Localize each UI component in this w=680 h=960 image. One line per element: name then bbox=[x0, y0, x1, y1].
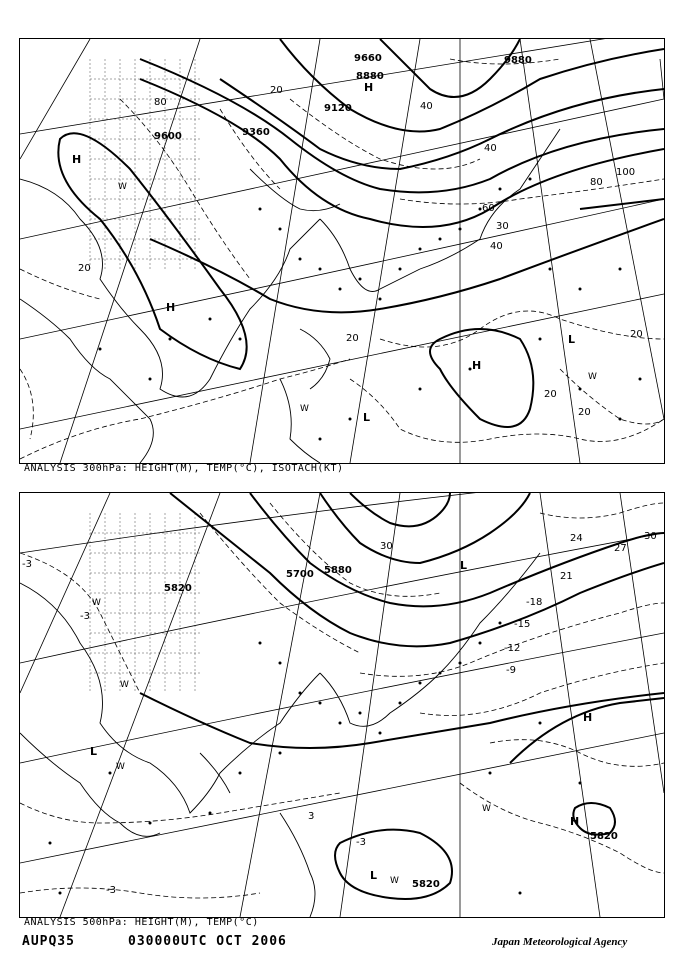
coastlines bbox=[20, 129, 560, 463]
height-labels bbox=[164, 565, 618, 890]
isotach-label: 80 bbox=[590, 177, 603, 188]
low-label: L bbox=[90, 745, 98, 758]
height-label: 5880 bbox=[324, 565, 352, 576]
low-label: L bbox=[370, 869, 378, 882]
temp-label: 24 bbox=[570, 533, 583, 544]
temp-label: 3 bbox=[308, 811, 315, 822]
warm-label: W bbox=[482, 804, 491, 814]
graticule bbox=[20, 493, 664, 917]
warm-labels bbox=[92, 598, 491, 886]
isotach-label: 100 bbox=[616, 167, 636, 178]
isotach-label: 40 bbox=[484, 143, 497, 154]
height-label: 5700 bbox=[286, 569, 314, 580]
analysis-500hpa-map bbox=[19, 492, 665, 918]
isotach-label: 40 bbox=[420, 101, 433, 112]
isotach-label: 30 bbox=[496, 221, 509, 232]
isotach-label: 20 bbox=[630, 329, 643, 340]
high-label: H bbox=[583, 711, 593, 724]
warm-label: W bbox=[116, 762, 125, 772]
station-markers bbox=[49, 622, 582, 895]
height-label: 5820 bbox=[590, 831, 618, 842]
temp-label: -3 bbox=[356, 837, 366, 848]
isotach-label: 20 bbox=[78, 263, 91, 274]
low-label: L bbox=[568, 333, 576, 346]
isotach-label: 20 bbox=[346, 333, 359, 344]
height-label: 9600 bbox=[154, 131, 182, 142]
top-chart-caption: ANALYSIS 300hPa: HEIGHT(M), TEMP(°C), ISOTACH(KT) bbox=[24, 463, 344, 474]
high-label: H bbox=[72, 153, 82, 166]
isotach-label: 40 bbox=[490, 241, 503, 252]
bottom-chart-caption: ANALYSIS 500hPa: HEIGHT(M), TEMP(°C) bbox=[24, 917, 259, 928]
temp-label: -3 bbox=[22, 559, 32, 570]
isotach-label: 20 bbox=[544, 389, 557, 400]
low-label: L bbox=[460, 559, 468, 572]
analysis-500hpa-svg bbox=[20, 493, 664, 917]
temp-label: 30 bbox=[380, 541, 393, 552]
warm-label: W bbox=[300, 404, 309, 414]
temp-label: 30 bbox=[644, 531, 657, 542]
analysis-300hpa-map bbox=[19, 38, 665, 464]
isotach-contours bbox=[20, 59, 664, 459]
warm-label: W bbox=[390, 876, 399, 886]
height-contours bbox=[140, 493, 664, 899]
isotach-label: 20 bbox=[578, 407, 591, 418]
height-label: 9660 bbox=[354, 53, 382, 64]
high-label: H bbox=[472, 359, 482, 372]
high-label: H bbox=[570, 815, 580, 828]
height-contours bbox=[58, 39, 664, 427]
isotach-label: 60 bbox=[482, 203, 495, 214]
height-label: 9880 bbox=[504, 55, 532, 66]
height-label: 5820 bbox=[412, 879, 440, 890]
analysis-300hpa-svg bbox=[20, 39, 664, 463]
warm-label: W bbox=[120, 680, 129, 690]
low-label: L bbox=[363, 411, 371, 424]
height-label: 9360 bbox=[242, 127, 270, 138]
analysis-time: 030000UTC OCT 2006 bbox=[128, 934, 287, 949]
warm-label: W bbox=[92, 598, 101, 608]
temp-label: -18 bbox=[526, 597, 543, 608]
isotach-label: 20 bbox=[270, 85, 283, 96]
pressure-center-labels bbox=[72, 81, 575, 424]
temperature-labels bbox=[22, 531, 657, 896]
warm-label: W bbox=[588, 372, 597, 382]
height-labels bbox=[154, 53, 532, 142]
temp-label: -3 bbox=[106, 885, 116, 896]
height-label: 9120 bbox=[324, 103, 352, 114]
height-label: 5820 bbox=[164, 583, 192, 594]
temp-label: -9 bbox=[506, 665, 516, 676]
temp-label: -15 bbox=[514, 619, 531, 630]
temp-label: 27 bbox=[614, 543, 627, 554]
high-label: H bbox=[166, 301, 176, 314]
warm-label: W bbox=[118, 182, 127, 192]
temp-label: 21 bbox=[560, 571, 573, 582]
temp-label: -12 bbox=[504, 643, 521, 654]
isotach-label: 80 bbox=[154, 97, 167, 108]
height-label: 8880 bbox=[356, 71, 384, 82]
chart-code: AUPQ35 bbox=[22, 934, 75, 949]
temp-label: -3 bbox=[80, 611, 90, 622]
agency-name: Japan Meteorological Agency bbox=[492, 936, 628, 948]
high-label: H bbox=[364, 81, 374, 94]
